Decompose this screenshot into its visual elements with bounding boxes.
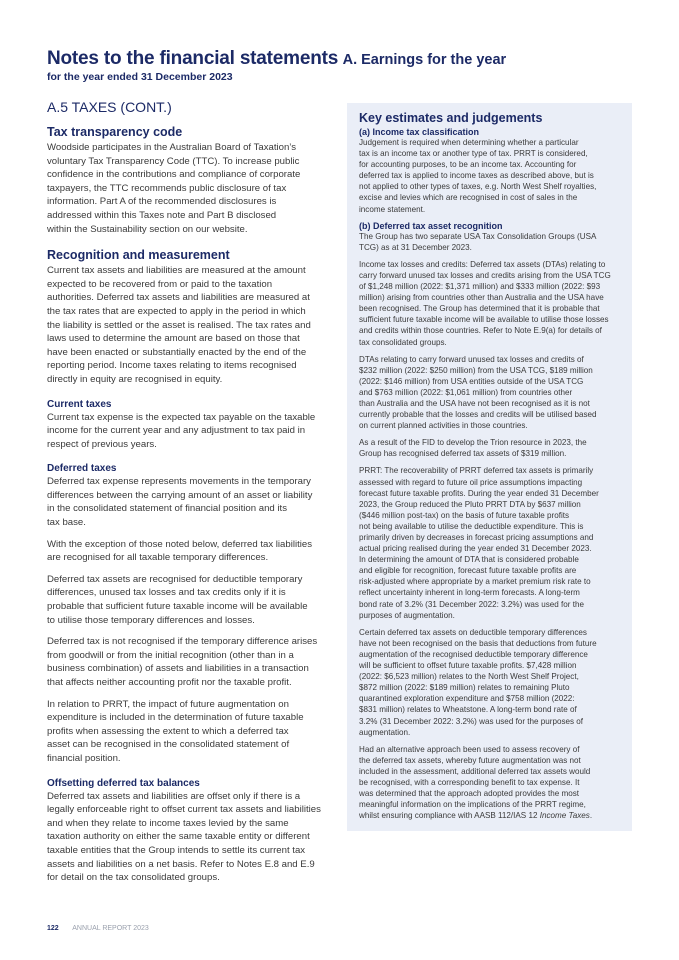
- offsetting-heading: Offsetting deferred tax balances: [47, 777, 200, 789]
- deferred-tax-asset-paragraph: As a result of the FID to develop the Trion resource in 2023, the Group has recognised deferred tax assets of $319 million.: [359, 438, 587, 459]
- final-italic: Income Taxes: [539, 811, 590, 821]
- title-main: Notes to the financial statements: [47, 48, 339, 69]
- key-estimates-heading: Key estimates and judgements: [359, 111, 543, 125]
- deferred-tax-asset-paragraph: The Group has two separate USA Tax Consolidation Groups (USA TCG) as at 31 December 2023.: [359, 231, 597, 252]
- final-text: Had an alternative approach been used to assess recovery of the deferred tax assets, whereby future augmentation was not included in the assessment, additional deferred tax assets would be recognised, with a corresponding benefit to tax expense. It was determined that the approach adopted provides the most meaningful information on the implications of the PRRT regime, whilst ensuring compliance with AASB 112/IAS 12: [359, 744, 591, 821]
- page-header: [47, 48, 647, 83]
- deferred-taxes-paragraph: Deferred tax expense represents movements in the temporary differences between the carrying amount of an asset or liability in the consolidated statement of financial position and its tax base.: [47, 476, 313, 529]
- final-end: .: [589, 811, 593, 821]
- tax-transparency-text: Woodside participates in the Australian Board of Taxation’s voluntary Tax Transparency Code (TTC). To increase public confidence in the contributions and compliance of corporate taxpayers, the TTC recommends public disclosure of tax information. Part A of the recommended disclosures is addressed within this Taxes note and Part B disclosed within the Sustainability section on our website.: [47, 142, 301, 235]
- deferred-taxes-paragraph: Deferred tax is not recognised if the temporary difference arises from goodwill or from the initial recognition (other than in a business combination) of assets and liabilities in a transaction that affects neither accounting profit nor the taxable profit.: [47, 636, 318, 688]
- deferred-tax-asset-paragraph: Certain deferred tax assets on deductible temporary differences have not been recognised on the basis that deductions from future augmentation of the recognised deductible temporary difference will be sufficient to offset future taxable profits. $7,428 million (2022: $6,523 million) relates to the North West Shelf Project, $872 million (2022: $189 million) relates to remaining Pluto quarantined exploration expenditure and $758 million (2022: $831 million) relates to Wheatstone. A long-term bond rate of 3.2% (31 December 2022: 3.2%) was used for the purposes of augmentation.: [359, 627, 597, 737]
- income-tax-classification-text: Judgement is required when determining whether a particular tax is an income tax or another type of tax. PRRT is considered, for accounting purposes, to be an income tax. Accounting for deferred tax is applied to income taxes as described above, but is not applied to other types of taxes, e.g. North West Shelf royalties, excise and levies which are recognised in cost of sales in the income statement.: [359, 138, 597, 214]
- left-column: [47, 99, 332, 893]
- deferred-taxes-paragraph: In relation to PRRT, the impact of future augmentation on expenditure is included in the determination of future taxable profits when assessing the extent to which a deferred tax asset can be recognised in the consolidated statement of financial position.: [47, 698, 304, 764]
- recognition-text: Current tax assets and liabilities are measured at the amount expected to be recovered from or paid to the taxation authorities. Deferred tax assets and liabilities are measured at the tax rates that are expected to apply in the period in which the liability is settled or the asset is realised. The tax rates and laws used to determine the amount are based on those that have been enacted or substantially enacted by the end of the reporting period. Income taxes relating to items recognised directly in equity are recognised in equity.: [47, 265, 311, 385]
- tax-transparency-heading: Tax transparency code: [47, 125, 183, 139]
- deferred-tax-asset-paragraph: Income tax losses and credits: Deferred tax assets (DTAs) relating to carry forward unused tax losses and credits arising from the USA TCG of $1,248 million (2022: $1,371 million) and $333 million (2022: $93 million) arising from countries other than Australia and the USA have been recognised. The Group has determined that it is probable that sufficient future taxable income will be available to utilise those losses and credits within those countries. Refer to Note E.9(a) for details of tax consolidated groups.: [359, 259, 611, 347]
- current-taxes-text: Current tax expense is the expected tax payable on the taxable income for the current year and any adjustment to tax paid in respect of previous years.: [47, 411, 316, 450]
- deferred-taxes-paragraph: Deferred tax assets are recognised for deductible temporary differences, unused tax losses and tax credits only if it is probable that sufficient future taxable income will be available to utilise those temporary differences and losses.: [47, 573, 308, 626]
- deferred-tax-asset-paragraph: PRRT: The recoverability of PRRT deferred tax assets is primarily assessed with regard to future oil price assumptions impacting forecast future taxable profits. During the year ended 31 December 2023, the Group reduced the Pluto PRRT DTA by $637 million ($446 million post-tax) on the basis of future taxable profits not being available to utilise the deductible expenditure. This is primarily driven by decreases in forecast pricing assumptions and actual pricing realised during the year ended 31 December 2023. In determining the amount of DTA that is considered probable and eligible for recognition, forecast future taxable profits are risk-adjusted where appropriate by a market premium risk rate to reflect uncertainty inherent in long-term forecasts. A long-term bond rate of 3.2% (31 December 2022: 3.2%) was used for the purposes of augmentation.: [359, 466, 599, 620]
- key-estimates-panel: [347, 103, 632, 831]
- deferred-tax-asset-heading: (b) Deferred tax asset recognition: [359, 220, 503, 231]
- page-subtitle: for the year ended 31 December 2023: [47, 71, 233, 83]
- page-footer: [47, 925, 149, 932]
- document-name: ANNUAL REPORT 2023: [72, 925, 149, 932]
- current-taxes-heading: Current taxes: [47, 398, 112, 410]
- offsetting-text: Deferred tax assets and liabilities are offset only if there is a legally enforceable right to offset current tax assets and liabilities and when they relate to income taxes levied by the same taxation authority on either the same taxable entity or different taxable entities that the Group intends to settle its current tax assets and liabilities on a net basis. Refer to Notes E.8 and E.9 for detail on the tax consolidated groups.: [47, 790, 321, 884]
- deferred-taxes-paragraph: With the exception of those noted below, deferred tax liabilities are recognised for all taxable temporary differences.: [47, 538, 313, 564]
- title-section: A. Earnings for the year: [342, 52, 507, 68]
- page-title: [47, 48, 647, 70]
- section-heading: A.5 TAXES (CONT.): [47, 99, 172, 115]
- deferred-tax-asset-final-paragraph: [359, 744, 621, 822]
- recognition-heading: Recognition and measurement: [47, 248, 230, 263]
- deferred-taxes-heading: Deferred taxes: [47, 463, 117, 475]
- page-number: 122: [47, 925, 59, 932]
- income-tax-classification-heading: (a) Income tax classification: [359, 127, 480, 137]
- deferred-tax-asset-paragraph: DTAs relating to carry forward unused tax losses and credits of $232 million (2022: $250 million) from the USA TCG, $189 million (2022: $146 million) from USA entities outside of the USA TCG and $763 million (2022: $1,061 million) from countries other than Australia and the USA have not been recognised as it is not currently probable that the losses and credits will be utilised based on current planned activities in those countries.: [359, 354, 597, 431]
